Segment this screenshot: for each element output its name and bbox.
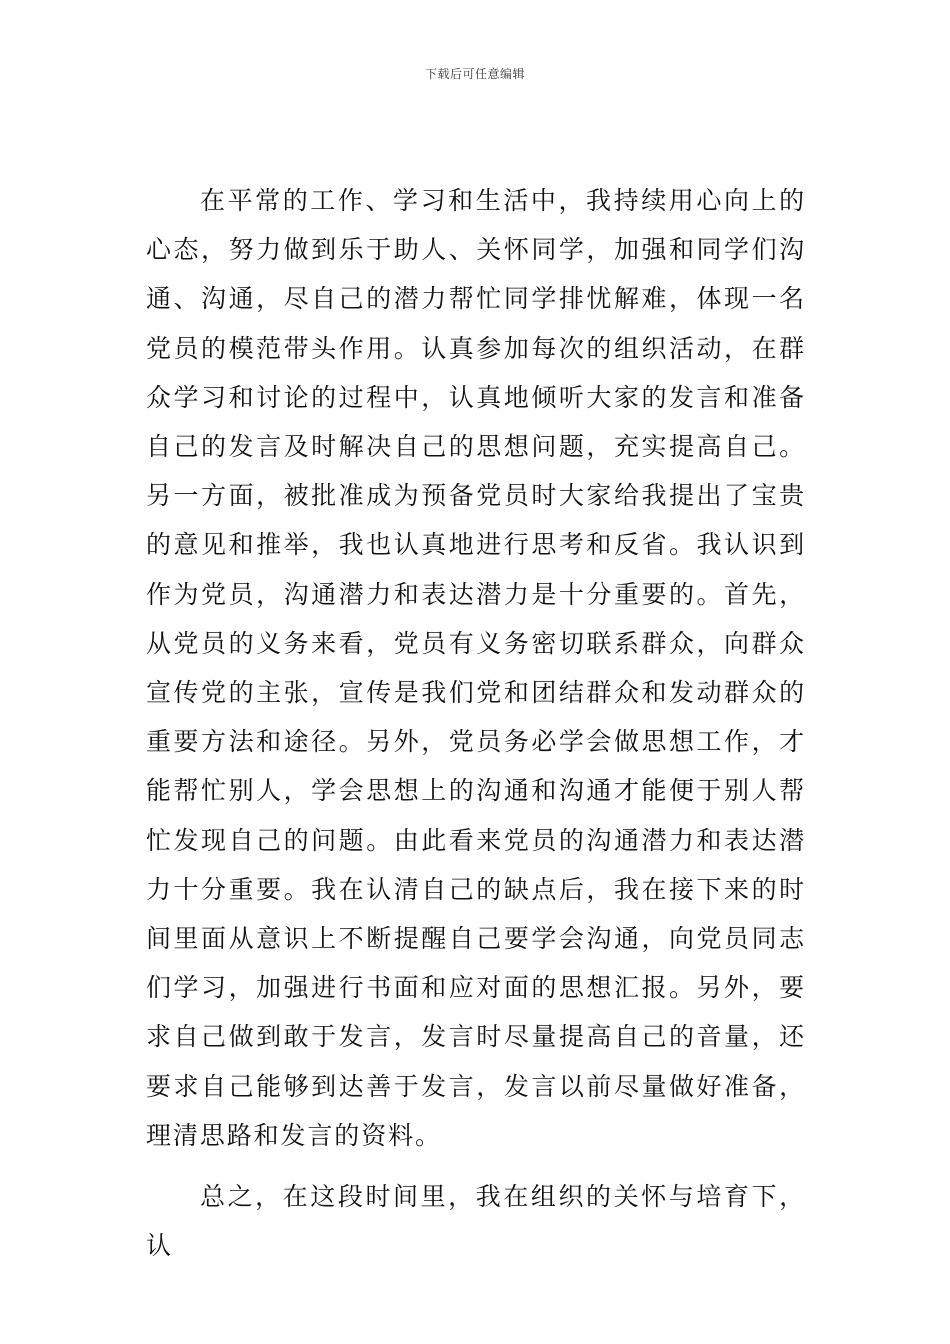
page-header: 下载后可任意编辑 xyxy=(424,67,525,81)
body-paragraph-2: 总之，在这段时间里，我在组织的关怀与培育下，认 xyxy=(146,1182,806,1261)
body-paragraph-1: 在平常的工作、学习和生活中，我持续用心向上的心态，努力做到乐于助人、关怀同学，加强和同学们沟通、沟通，尽自己的潜力帮忙同学排忧解难，体现一名党员的模范带头作用。认真参加每次的组织活动，在群众学习和讨论的过程中，认真地倾听大家的发言和准备自己的发言及时解决自己的思想问题，充实提高自己。另一方面，被批准成为预备党员时大家给我提出了宝贵的意见和推举，我也认真地进行思考和反省。我认识到作为党员，沟通潜力和表达潜力是十分重要的。首先，从党员的义务来看，党员有义务密切联系群众，向群众宣传党的主张，宣传是我们党和团结群众和发动群众的重要方法和途径。另外，党员务必学会做思想工作，才能帮忙别人，学会思想上的沟通和沟通才能便于别人帮忙发现自己的问题。由此看来党员的沟通潜力和表达潜力十分重要。我在认清自己的缺点后，我在接下来的时间里面从意识上不断提醒自己要学会沟通，向党员同志们学习，加强进行书面和应对面的思想汇报。另外，要求自己做到敢于发言，发言时尽量提高自己的音量，还要求自己能够到达善于发言，发言以前尽量做好准备，理清思路和发言的资料。 xyxy=(146,186,806,1150)
